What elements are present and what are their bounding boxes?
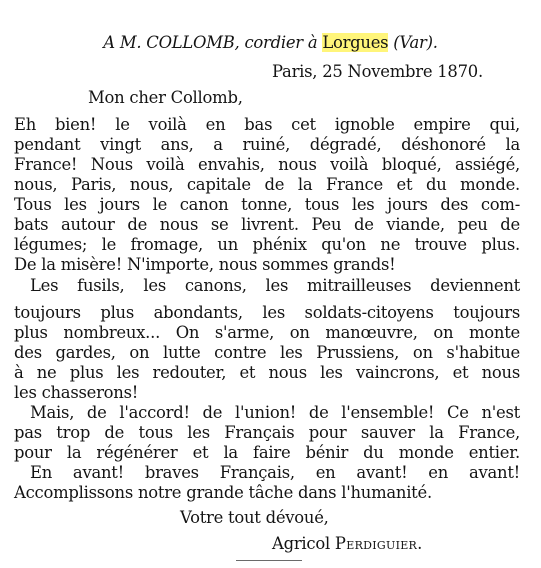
body-line: France! Nous voilà envahis, nous voilà bloqué, assiégé, xyxy=(14,155,520,174)
body-line: De la misère! N'importe, nous sommes grands! xyxy=(14,255,396,274)
body-line: Les fusils, les canons, les mitrailleuses deviennent xyxy=(30,276,520,295)
body-line: à ne plus les redouter, et nous les vaincrons, et nous xyxy=(14,363,520,382)
dateline: Paris, 25 Novembre 1870. xyxy=(272,62,483,81)
signature xyxy=(272,534,422,554)
heading-prefix: A M. COLLOMB, cordier à xyxy=(103,33,323,52)
body-line: nous, Paris, nous, capitale de la France et du monde. xyxy=(14,175,520,194)
body-line: Mais, de l'accord! de l'union! de l'ensemble! Ce n'est xyxy=(30,403,520,422)
signature-last-name: Perdiguier xyxy=(334,534,418,553)
body-line: légumes; le fromage, un phénix qu'on ne trouve plus. xyxy=(14,235,520,254)
body-line: En avant! braves Français, en avant! en avant! xyxy=(30,463,520,482)
closing: Votre tout dévoué, xyxy=(180,508,329,527)
letter-heading xyxy=(0,33,541,53)
body-line: Eh bien! le voilà en bas cet ignoble empire qui, xyxy=(14,115,520,134)
heading-suffix: (Var). xyxy=(388,33,438,52)
body-line: toujours plus abondants, les soldats-citoyens toujours xyxy=(14,303,520,322)
body-line: pour la régénérer et la faire bénir du monde entier. xyxy=(14,443,520,462)
body-line: les chasserons! xyxy=(14,383,139,402)
body-line: Accomplissons notre grande tâche dans l'humanité. xyxy=(14,483,432,502)
body-line: plus nombreux... On s'arme, on manœuvre, on monte xyxy=(14,323,520,342)
closing-rule xyxy=(236,560,302,561)
body-line: pas trop de tous les Français pour sauver la France, xyxy=(14,423,520,442)
signature-first-name: Agricol xyxy=(272,534,335,553)
signature-period: . xyxy=(417,534,423,553)
highlighted-word: Lorgues xyxy=(322,33,389,52)
body-line: des gardes, on lutte contre les Prussiens, on s'habitue xyxy=(14,343,520,362)
body-line: pendant vingt ans, a ruiné, dégradé, déshonoré la xyxy=(14,135,520,154)
body-line: bats autour de nous se livrent. Peu de viande, peu de xyxy=(14,215,520,234)
body-line: Tous les jours le canon tonne, tous les jours des com- xyxy=(14,195,520,214)
salutation: Mon cher Collomb, xyxy=(88,88,243,107)
